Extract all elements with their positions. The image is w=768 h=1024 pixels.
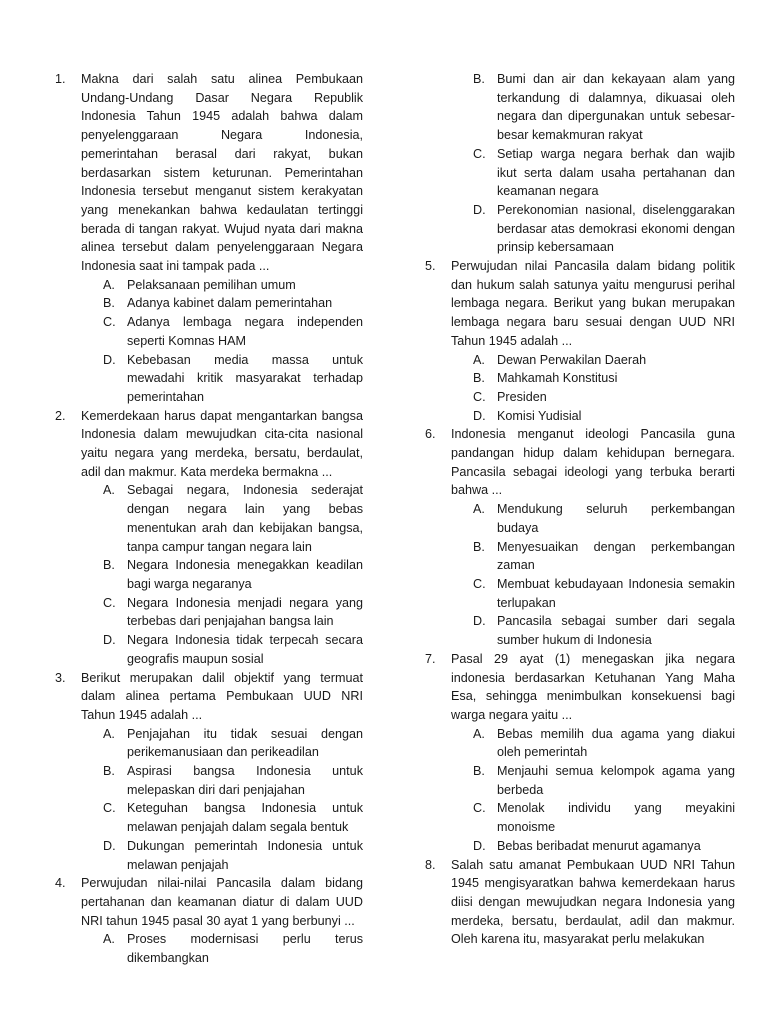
option-c [451, 388, 735, 407]
option-text: Perekonomian nasional, diselenggarakan berdasar atas demokrasi ekonomi dengan prinsip kebersamaan [497, 202, 735, 255]
option-d [81, 837, 363, 874]
option-a [451, 500, 735, 537]
option-list [81, 481, 363, 668]
option-b [81, 556, 363, 593]
question-number: 5. [425, 259, 436, 274]
option-letter: A. [103, 277, 115, 292]
option-text: Menyesuaikan dengan perkembangan zaman [497, 539, 735, 573]
option-c [451, 575, 735, 612]
option-letter: A. [473, 352, 485, 367]
option-text: Bebas beribadat menurut agamanya [497, 838, 701, 853]
question-6 [425, 425, 735, 649]
option-c [81, 313, 363, 350]
option-b [451, 369, 735, 388]
question-text: Berikut merupakan dalil objektif yang termuat dalam alinea pertama Pembukaan UUD NRI Tahun 1945 adalah ... [81, 670, 363, 722]
option-text: Menolak individu yang meyakini monoisme [497, 801, 735, 835]
option-c [81, 594, 363, 631]
option-text: Sebagai negara, Indonesia sederajat dengan negara lain yang bebas menentukan arah dan kebijakan bangsa, tanpa campur tangan negara lain [127, 483, 363, 554]
question-number: 2. [55, 408, 66, 423]
option-text: Adanya kabinet dalam pemerintahan [127, 296, 333, 311]
question-number: 8. [425, 857, 436, 872]
option-text: Setiap warga negara berhak dan wajib ikut serta dalam usaha pertahanan dan keamanan negara [497, 146, 735, 199]
option-text: Aspirasi bangsa Indonesia untuk melepaskan diri dari penjajahan [127, 764, 363, 797]
option-a [81, 481, 363, 556]
option-c [451, 799, 735, 836]
question-number: 3. [55, 670, 66, 685]
question-number: 6. [425, 427, 436, 442]
option-letter: C. [473, 801, 486, 816]
question-text: Pasal 29 ayat (1) menegaskan jika negara indonesia berdasarkan Ketuhanan Yang Maha Esa, sehingga menimbulkan konsekuensi bagi warga negara yaitu ... [451, 651, 735, 722]
option-text: Negara Indonesia menegakkan keadilan bagi warga negaranya [127, 558, 363, 591]
option-letter: D. [473, 202, 486, 217]
option-text: Keteguhan bangsa Indonesia untuk melawan penjajah dalam segala bentuk [127, 801, 363, 835]
question-1 [55, 70, 363, 407]
option-letter: D. [473, 838, 486, 853]
question-text: Kemerdekaan harus dapat mengantarkan bangsa Indonesia dalam mewujudkan cita-cita nasional yaitu negara yang merdeka, bersatu, berdaulat, adil dan makmur. Kata merdeka bermakna ... [81, 408, 363, 479]
option-letter: D. [473, 614, 486, 629]
option-letter: B. [103, 764, 115, 779]
option-letter: A. [103, 932, 115, 947]
option-text: Penjajahan itu tidak sesuai dengan perikemanusiaan dan perikeadilan [127, 726, 363, 760]
option-letter: A. [473, 726, 485, 741]
question-text: Indonesia menganut ideologi Pancasila guna pandangan hidup dalam kehidupan bernegara. Pancasila sebagai ideologi yang terbuka berarti bahwa ... [451, 427, 735, 498]
option-a [81, 725, 363, 762]
option-b [425, 70, 735, 145]
option-letter: C. [473, 146, 486, 161]
question-text: Perwujudan nilai Pancasila dalam bidang politik dan hukum salah satunya yaitu mengurusi perihal lembaga negara. Berikut yang bukan merupakan lembaga negara baru sesuai dengan UUD NRI Tahun 1945 adalah ... [451, 259, 735, 348]
right-column [425, 70, 735, 949]
option-text: Dewan Perwakilan Daerah [497, 352, 647, 367]
option-list [81, 276, 363, 407]
option-letter: D. [103, 838, 116, 853]
option-text: Pelaksanaan pemilihan umum [127, 277, 296, 292]
option-letter: C. [473, 389, 486, 404]
option-letter: C. [103, 595, 116, 610]
option-d [81, 631, 363, 668]
option-d [81, 351, 363, 407]
option-list [81, 930, 363, 967]
option-text: Presiden [497, 389, 547, 404]
question-4-continued-options [425, 70, 735, 257]
option-text: Mahkamah Konstitusi [497, 371, 618, 386]
question-2 [55, 407, 363, 669]
option-text: Menjauhi semua kelompok agama yang berbeda [497, 764, 735, 797]
option-list [451, 500, 735, 650]
option-a [451, 725, 735, 762]
option-letter: D. [473, 408, 486, 423]
question-number: 7. [425, 651, 436, 666]
question-5 [425, 257, 735, 425]
option-d [425, 201, 735, 257]
option-text: Negara Indonesia tidak terpecah secara geografis maupun sosial [127, 633, 363, 666]
option-letter: C. [103, 315, 116, 330]
option-text: Adanya lembaga negara independen seperti Komnas HAM [127, 315, 363, 348]
option-text: Dukungan pemerintah Indonesia untuk melawan penjajah [127, 838, 363, 872]
option-text: Bumi dan air dan kekayaan alam yang terkandung di dalamnya, dikuasai oleh negara dan dipergunakan untuk sebesar-besar kemakmuran rakyat [497, 72, 735, 143]
option-letter: B. [103, 296, 115, 311]
question-7 [425, 650, 735, 856]
option-b [81, 294, 363, 313]
option-c [81, 799, 363, 836]
option-text: Proses modernisasi perlu terus dikembangkan [127, 932, 363, 966]
option-letter: A. [103, 726, 115, 741]
question-text: Salah satu amanat Pembukaan UUD NRI Tahun 1945 mengisyaratkan bahwa kemerdekaan harus diisi dengan mewujudkan negara Indonesia yang merdeka, bersatu, berdaulat, adil dan makmur. Oleh karena itu, masyarakat perlu melakukan [451, 857, 735, 947]
option-letter: B. [473, 72, 485, 86]
option-a [81, 930, 363, 967]
option-text: Pancasila sebagai sumber dari segala sumber hukum di Indonesia [497, 614, 735, 648]
option-c [425, 145, 735, 201]
option-letter: C. [473, 576, 486, 591]
option-d [451, 837, 735, 856]
option-text: Negara Indonesia menjadi negara yang terbebas dari penjajahan bangsa lain [127, 595, 363, 629]
option-letter: B. [473, 371, 485, 386]
option-text: Bebas memilih dua agama yang diakui oleh pemerintah [497, 726, 735, 760]
option-text: Kebebasan media massa untuk mewadahi kritik masyarakat terhadap pemerintahan [127, 352, 363, 404]
option-b [81, 762, 363, 799]
option-letter: A. [103, 483, 115, 498]
option-letter: D. [103, 352, 116, 367]
option-b [451, 762, 735, 799]
question-4 [55, 874, 363, 968]
option-a [81, 276, 363, 295]
question-8 [425, 856, 735, 950]
option-text: Membuat kebudayaan Indonesia semakin terlupakan [497, 576, 735, 610]
question-text: Makna dari salah satu alinea Pembukaan Undang-Undang Dasar Negara Republik Indonesia Tahun 1945 adalah bahwa dalam penyelenggaraan Negara Indonesia, pemerintahan berasal dari rakyat, bukan berdasarkan sistem keturunan. Pemerintahan Indonesia tersebut menganut sistem kerakyatan yang menekankan bahwa kedaulatan tertinggi berada di tangan rakyat. Wujud nyata dari makna alinea tersebut dalam penyelenggaraan Negara Indonesia saat ini tampak pada ... [81, 72, 363, 274]
option-text: Mendukung seluruh perkembangan budaya [497, 502, 735, 535]
question-number: 4. [55, 876, 66, 891]
left-column [55, 70, 363, 968]
option-b [451, 538, 735, 575]
question-text: Perwujudan nilai-nilai Pancasila dalam bidang pertahanan dan keamanan diatur di dalam UUD NRI tahun 1945 pasal 30 ayat 1 yang berbunyi ... [81, 876, 363, 928]
option-d [451, 407, 735, 426]
option-letter: C. [103, 801, 116, 816]
option-letter: B. [103, 558, 115, 573]
option-list [451, 725, 735, 856]
option-d [451, 612, 735, 649]
question-number: 1. [55, 72, 66, 86]
option-list [81, 725, 363, 875]
option-letter: D. [103, 633, 116, 648]
option-list [451, 351, 735, 426]
question-3 [55, 669, 363, 875]
option-text: Komisi Yudisial [497, 408, 582, 423]
option-a [451, 351, 735, 370]
option-letter: B. [473, 764, 485, 779]
option-letter: B. [473, 539, 485, 554]
option-letter: A. [473, 502, 485, 517]
